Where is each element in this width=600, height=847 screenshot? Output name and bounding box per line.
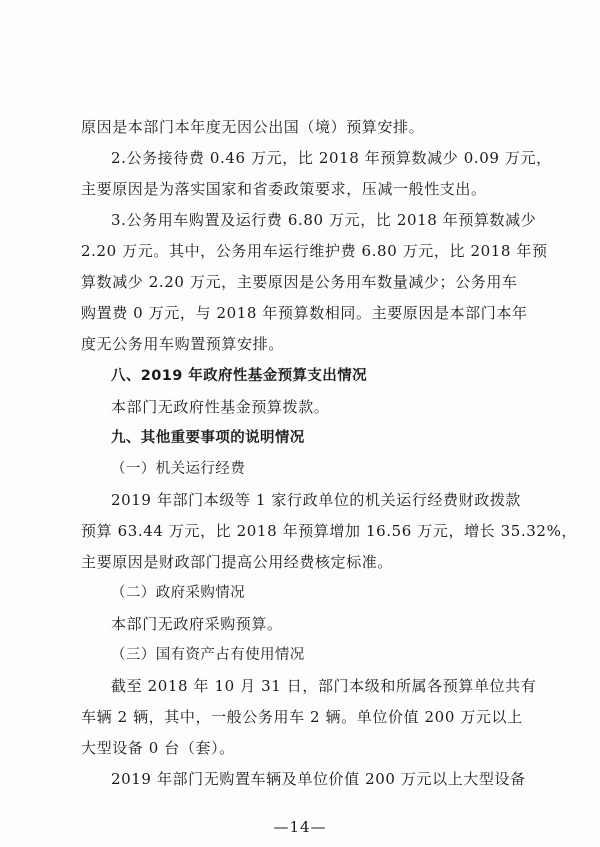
paragraph-line: 车辆 2 辆，其中，一般公务用车 2 辆。单位价值 200 万元以上 xyxy=(81,708,523,726)
paragraph-line: 2019 年部门本级等 1 家行政单位的机关运行经费财政拨款 xyxy=(111,491,522,509)
subsection-heading: （一）机关运行经费 xyxy=(111,461,246,477)
paragraph-line: 大型设备 0 台（套）。 xyxy=(81,739,235,757)
section-heading: 八、2019 年政府性基金预算支出情况 xyxy=(111,368,368,384)
paragraph-line: 2.20 万元。其中，公务用车运行维护费 6.80 万元，比 2018 年预 xyxy=(81,242,548,260)
subsection-heading: （二）政府采购情况 xyxy=(111,585,246,601)
paragraph-line: 算数减少 2.20 万元，主要原因是公务用车数量减少；公务用车 xyxy=(81,273,518,291)
paragraph-line: 本部门无政府性基金预算拨款。 xyxy=(111,398,330,416)
paragraph-line: 2.公务接待费 0.46 万元，比 2018 年预算数减少 0.09 万元， xyxy=(111,149,552,167)
section-heading: 九、其他重要事项的说明情况 xyxy=(111,430,305,446)
paragraph-line: 度无公务用车购置预算安排。 xyxy=(81,335,284,353)
paragraph-line: 原因是本部门本年度无因公出国（境）预算安排。 xyxy=(81,118,425,136)
paragraph-line: 预算 63.44 万元，比 2018 年预算增加 16.56 万元，增长 35.32%， xyxy=(81,522,578,540)
page-number: —14— xyxy=(273,818,327,836)
paragraph-line: 2019 年部门无购置车辆及单位价值 200 万元以上大型设备 xyxy=(111,770,526,788)
paragraph-line: 主要原因是为落实国家和省委政策要求，压减一般性支出。 xyxy=(81,180,487,198)
paragraph-line: 主要原因是财政部门提高公用经费核定标准。 xyxy=(81,553,394,571)
paragraph-line: 截至 2018 年 10 月 31 日，部门本级和所属各预算单位共有 xyxy=(111,677,537,695)
paragraph-line: 3.公务用车购置及运行费 6.80 万元，比 2018 年预算数减少 xyxy=(111,211,537,229)
paragraph-line: 本部门无政府采购预算。 xyxy=(111,615,283,633)
paragraph-line: 购置费 0 万元，与 2018 年预算数相同。主要原因是本部门本年 xyxy=(81,304,528,322)
subsection-heading: （三）国有资产占有使用情况 xyxy=(111,647,305,663)
